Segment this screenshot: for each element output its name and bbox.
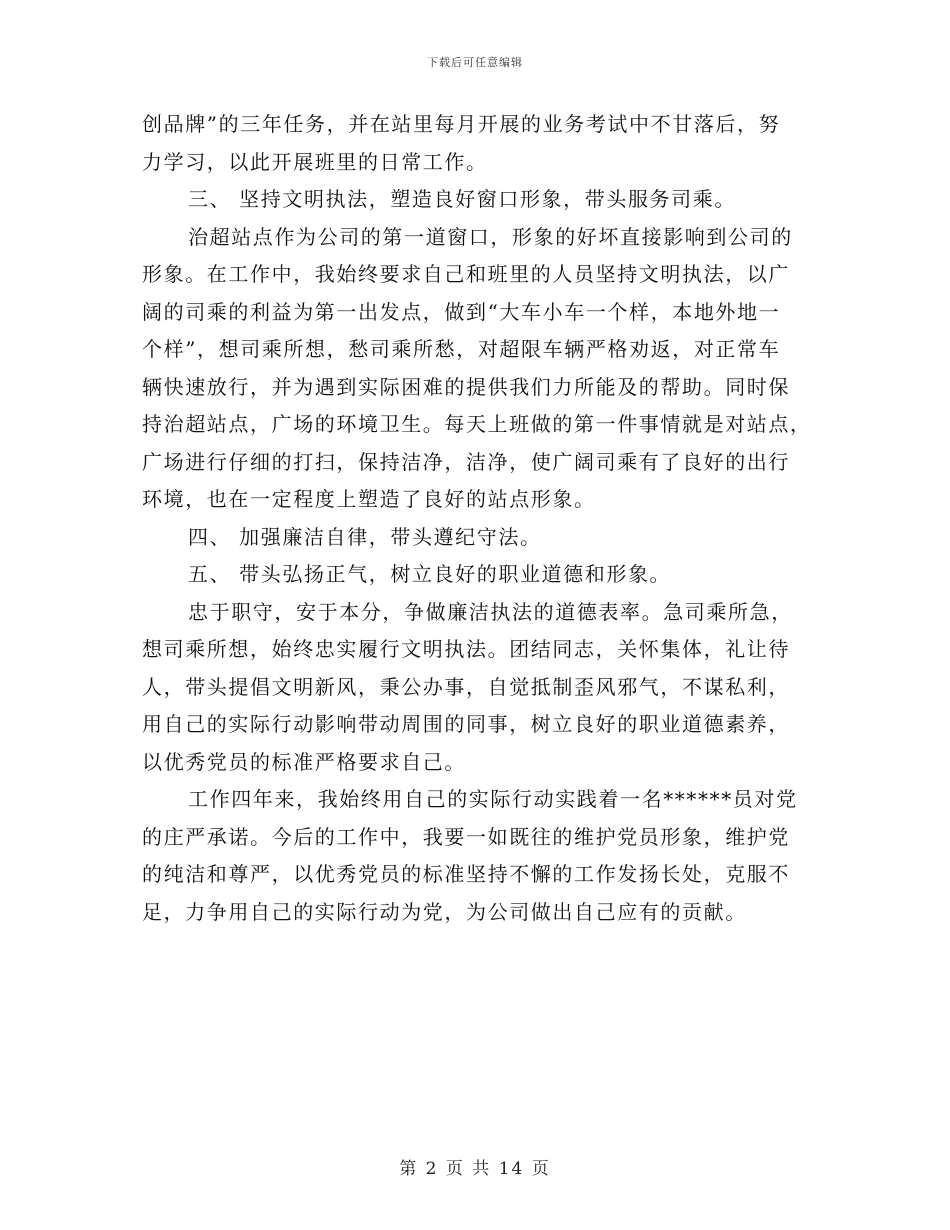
- body-line: 治超站点作为公司的第一道窗口，形象的好坏直接影响到公司的: [188, 224, 793, 249]
- body-line: 用自己的实际行动影响带动周围的同事，树立良好的职业道德素养，: [142, 712, 790, 736]
- body-line: 想司乘所想，始终忠实履行文明执法。团结同志，关怀集体，礼让待: [142, 637, 790, 661]
- body-line: 持治超站点，广场的环境卫生。每天上班做的第一件事情就是对站点，: [142, 412, 812, 436]
- body-line: 足，力争用自己的实际行动为党，为公司做出自己应有的贡献。: [142, 899, 747, 924]
- section-heading: 三、 坚持文明执法，塑造良好窗口形象，带头服务司乘。: [188, 187, 736, 211]
- body-line: 以优秀党员的标准严格要求自己。: [142, 749, 466, 774]
- body-line: 人，带头提倡文明新风，秉公办事，自觉抵制歪风邪气，不谋私利，: [142, 674, 790, 699]
- body-line: 忠于职守，安于本分，争做廉洁执法的道德表率。急司乘所急，: [188, 599, 793, 624]
- document-body: [142, 106, 812, 931]
- body-line: 的庄严承诺。今后的工作中，我要一如既往的维护党员形象，维护党: [142, 824, 790, 849]
- page-footer: 第 2 页 共 14 页: [399, 1159, 551, 1179]
- body-line: 辆快速放行，并为遇到实际困难的提供我们力所能及的帮助。同时保: [142, 374, 790, 399]
- body-line: 力学习，以此开展班里的日常工作。: [142, 149, 488, 174]
- body-line: 的纯洁和尊严，以优秀党员的标准坚持不懈的工作发扬长处，克服不: [142, 862, 790, 886]
- section-heading: 四、 加强廉洁自律，带头遵纪守法。: [188, 524, 542, 549]
- body-line: 工作四年来，我始终用自己的实际行动实践着一名******员对党: [188, 787, 798, 811]
- body-line: 个样”，想司乘所想，愁司乘所愁，对超限车辆严格劝返，对正常车: [142, 337, 781, 361]
- body-line: 环境，也在一定程度上塑造了良好的站点形象。: [142, 487, 596, 511]
- page-header: 下载后可任意编辑: [427, 56, 523, 69]
- body-line: 广场进行仔细的打扫，保持洁净，洁净，使广阔司乘有了良好的出行: [142, 449, 790, 474]
- body-line: 阔的司乘的利益为第一出发点，做到“大车小车一个样，本地外地一: [142, 299, 781, 324]
- section-heading: 五、 带头弘扬正气，树立良好的职业道德和形象。: [188, 562, 672, 586]
- body-line: 形象。在工作中，我始终要求自己和班里的人员坚持文明执法，以广: [142, 262, 790, 286]
- body-line: 创品牌”的三年任务，并在站里每月开展的业务考试中不甘落后，努: [142, 112, 781, 136]
